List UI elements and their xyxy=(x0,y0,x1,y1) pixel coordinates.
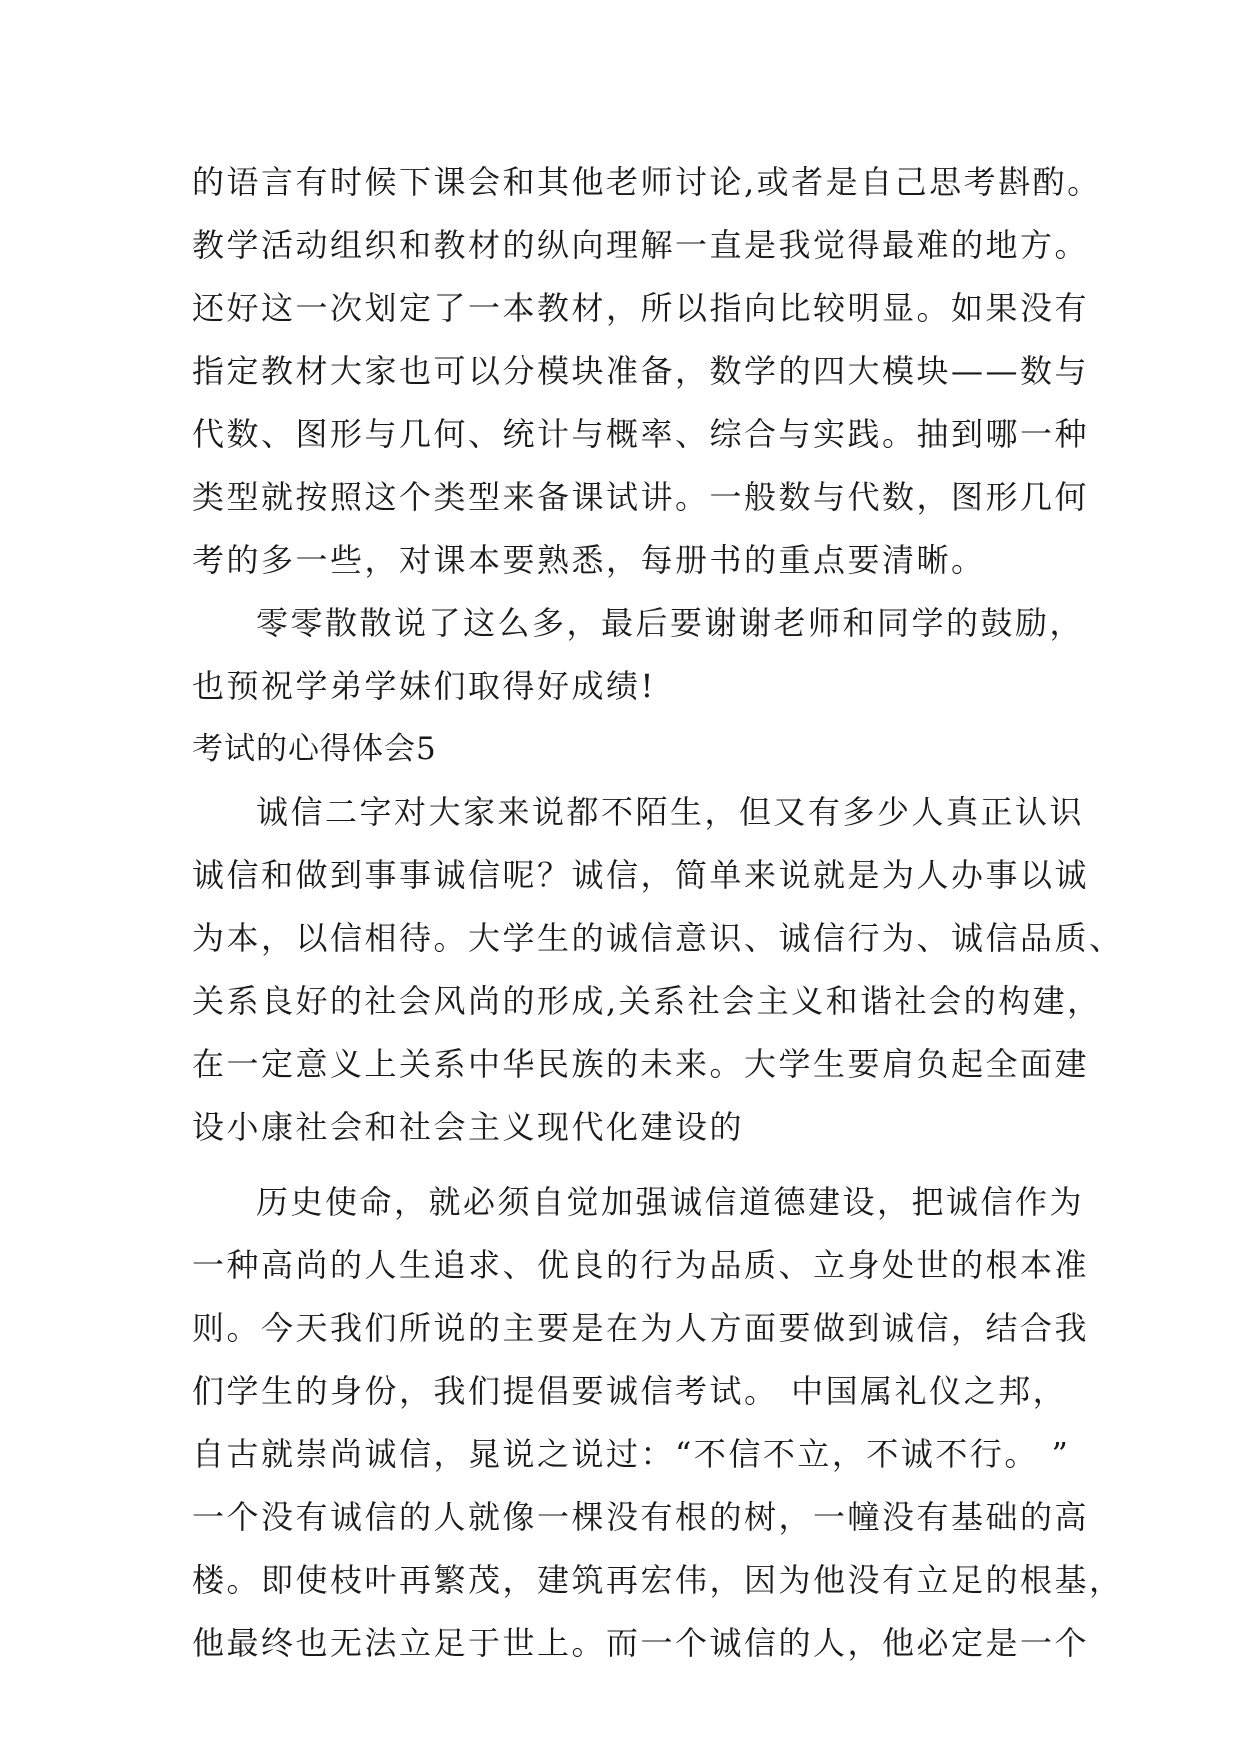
text-line: 的语言有时候下课会和其他老师讨论,或者是自己思考斟酌。 xyxy=(192,163,1102,201)
text-line: 指定教材大家也可以分模块准备，数学的四大模块——数与 xyxy=(192,352,1090,390)
paragraph-first-line: 零零散散说了这么多，最后要谢谢老师和同学的鼓励， xyxy=(256,604,1085,642)
text-line: 一个没有诚信的人就像一棵没有根的树，一幢没有基础的高 xyxy=(192,1498,1090,1536)
text-line: 类型就按照这个类型来备课试讲。一般数与代数，图形几何 xyxy=(192,478,1090,516)
text-line: 楼。即使枝叶再繁茂，建筑再宏伟，因为他没有立足的根基， xyxy=(192,1561,1124,1599)
paragraph-first-line: 诚信二字对大家来说都不陌生，但又有多少人真正认识 xyxy=(256,793,1085,831)
text-line: 教学活动组织和教材的纵向理解一直是我觉得最难的地方。 xyxy=(192,226,1090,264)
text-line: 自古就崇尚诚信，晁说之说过：“不信不立，不诚不行。 ” xyxy=(192,1435,1071,1473)
text-line: 关系良好的社会风尚的形成,关系社会主义和谐社会的构建， xyxy=(192,982,1102,1020)
paragraph-first-line: 历史使命，就必须自觉加强诚信道德建设，把诚信作为 xyxy=(256,1183,1085,1221)
text-line: 设小康社会和社会主义现代化建设的 xyxy=(192,1108,745,1146)
text-line: 还好这一次划定了一本教材，所以指向比较明显。如果没有 xyxy=(192,289,1090,327)
text-line: 则。今天我们所说的主要是在为人方面要做到诚信，结合我 xyxy=(192,1309,1090,1347)
text-line: 也预祝学弟学妹们取得好成绩! xyxy=(192,667,656,705)
text-line: 为本，以信相待。大学生的诚信意识、诚信行为、诚信品质、 xyxy=(192,919,1124,957)
text-line: 一种高尚的人生追求、优良的行为品质、立身处世的根本准 xyxy=(192,1246,1090,1284)
section-heading: 考试的心得体会5 xyxy=(192,731,437,767)
text-line: 诚信和做到事事诚信呢？诚信，简单来说就是为人办事以诚 xyxy=(192,856,1090,894)
text-line: 在一定意义上关系中华民族的未来。大学生要肩负起全面建 xyxy=(192,1045,1090,1083)
text-line: 们学生的身份，我们提倡要诚信考试。 中国属礼仪之邦， xyxy=(192,1372,1068,1410)
text-line: 他最终也无法立足于世上。而一个诚信的人，他必定是一个 xyxy=(192,1624,1090,1662)
text-line: 考的多一些，对课本要熟悉，每册书的重点要清晰。 xyxy=(192,541,986,579)
text-line: 代数、图形与几何、统计与概率、综合与实践。抽到哪一种 xyxy=(192,415,1090,453)
